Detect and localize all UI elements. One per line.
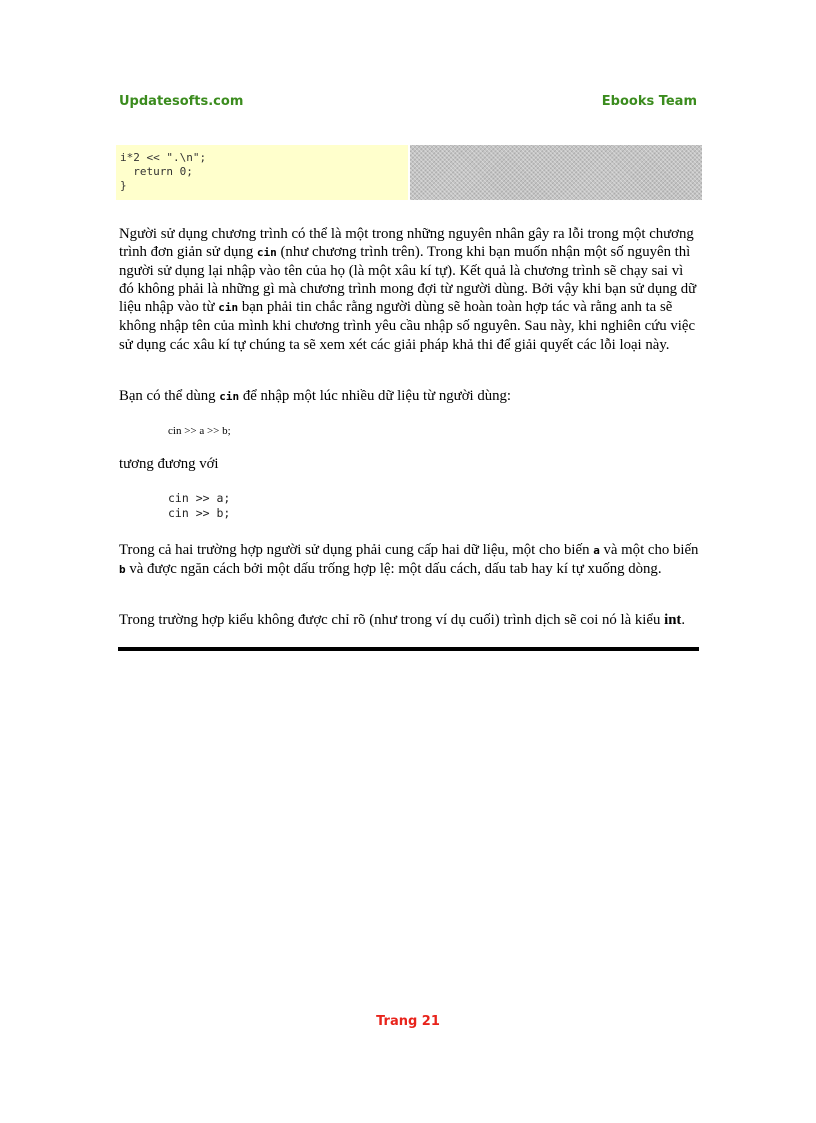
header-site-name: Updatesofts.com: [119, 94, 244, 109]
example-separate-input: cin >> a; cin >> b;: [168, 491, 231, 520]
paragraph-user-error: [119, 225, 699, 354]
page-number: Trang 21: [376, 1014, 440, 1029]
inline-code-var-a: a: [593, 544, 600, 557]
code-block: [116, 145, 702, 200]
paragraph-multiple-input: [119, 387, 699, 406]
paragraph-text: Trong cả hai trường hợp người sử dụng phải cung cấp hai dữ liệu, một cho biến: [119, 542, 594, 558]
section-divider: [118, 647, 699, 651]
paragraph-text: và một cho biến: [599, 542, 699, 558]
inline-code-cin: cin: [219, 390, 240, 403]
paragraph-both-cases: [119, 541, 699, 579]
code-block-gray-panel: [410, 145, 702, 200]
paragraph-text: bạn phải tin chắc rằng người dùng sẽ hoàn toàn hợp tác và rằng anh ta sẽ không nhập tên của mình khi chương trình yêu cầu nhập số nguyên. Sau này, khi nghiên cứu việc sử dụng các xâu kí tự chúng ta sẽ xem xét các giải pháp khả thi để giải quyết các lỗi loại này.: [119, 299, 696, 353]
paragraph-text: và được ngăn cách bởi một dấu trống hợp lệ: một dấu cách, dấu tab hay kí tự xuống dòng.: [125, 561, 662, 578]
paragraph-text: Trong trường hợp kiểu không được chỉ rõ (như trong ví dụ cuối) trình dịch sẽ coi nó là kiểu: [119, 612, 665, 628]
inline-code-cin: cin: [218, 301, 239, 315]
header-team-name: Ebooks Team: [601, 94, 697, 109]
paragraph-text: Bạn có thể dùng: [119, 388, 220, 404]
paragraph-text: để nhập một lúc nhiều dữ liệu từ người dùng:: [239, 388, 512, 404]
code-snippet: i*2 << ".\n"; return 0; }: [116, 145, 408, 200]
paragraph-equivalent: tương đương với: [119, 456, 219, 472]
inline-code-cin: cin: [256, 246, 277, 260]
paragraph-default-type: [119, 611, 699, 629]
paragraph-text: .: [681, 612, 686, 628]
example-chained-input: cin >> a >> b;: [168, 425, 231, 437]
keyword-int: int: [664, 612, 682, 628]
inline-code-var-b: b: [119, 563, 126, 577]
paragraph-text: Người sử dụng chương trình có thể là một trong những nguyên nhân gây ra lỗi trong một chương trình đơn giản sử dụng: [119, 226, 694, 261]
paragraph-text: (như chương trình trên). Trong khi bạn muốn nhận một số nguyên thì người sử dụng lại nhập vào tên của họ (là một xâu kí tự). Kết quả là chương trình sẽ chạy sai vì đó không phải là những gì mà chương trình mong đợi từ người dùng. Bởi vậy khi bạn sử dụng dữ liệu nhập vào từ: [119, 244, 697, 316]
